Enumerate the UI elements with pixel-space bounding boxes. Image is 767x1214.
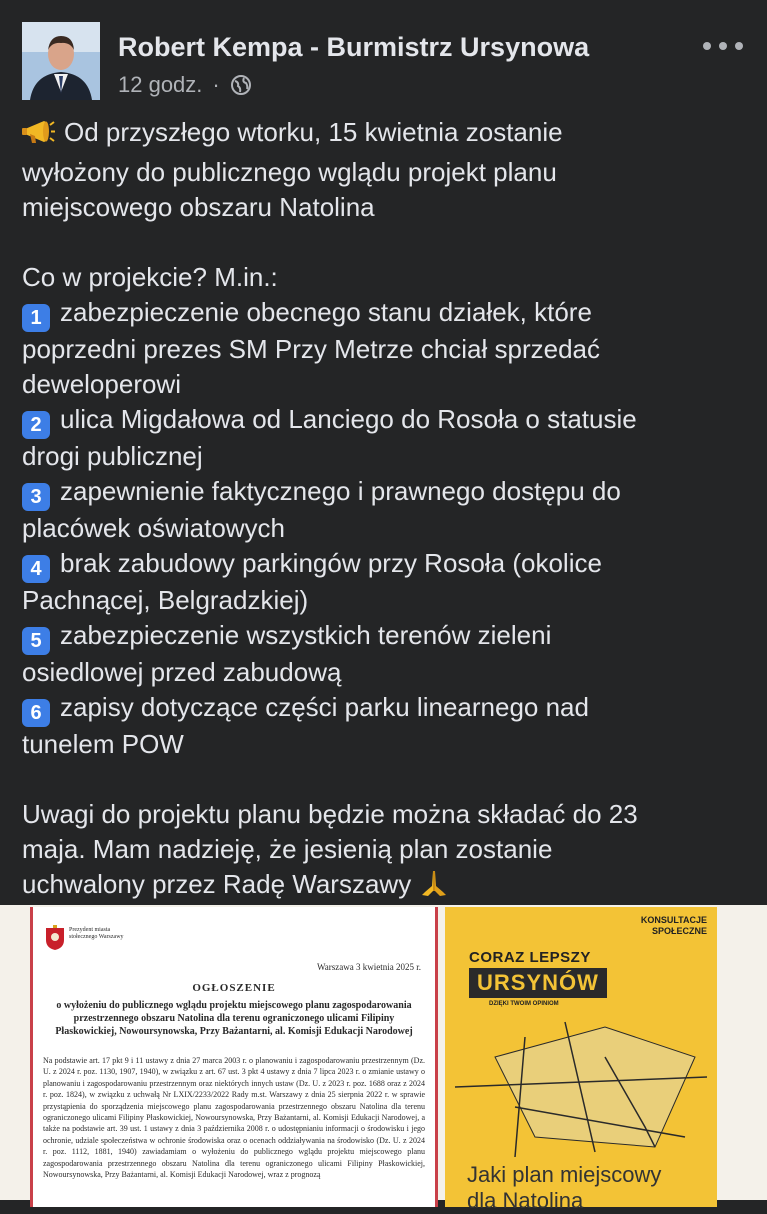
item-line: drogi publicznej xyxy=(22,441,203,471)
item-line: Pachnącej, Belgradzkiej) xyxy=(22,585,309,615)
item-line: deweloperowi xyxy=(22,369,181,399)
list-item xyxy=(22,295,752,332)
item-line: osiedlowej przed zabudową xyxy=(22,657,342,687)
more-icon[interactable] xyxy=(703,34,743,58)
item-line: zabezpieczenie obecnego stanu działek, które xyxy=(60,297,592,327)
doc-date: Warszawa 3 kwietnia 2025 r. xyxy=(317,962,421,972)
blank-line xyxy=(22,225,752,260)
item-line: zabezpieczenie wszystkich terenów zieleni xyxy=(60,620,552,650)
globe-icon xyxy=(230,74,252,96)
item-line: brak zabudowy parkingów przy Rosoła (okolice xyxy=(60,548,602,578)
list-item xyxy=(22,546,752,583)
intro-line: wyłożony do publicznego wglądu projekt planu xyxy=(22,157,557,187)
post-meta xyxy=(118,72,252,98)
outro-text: uchwalony przez Radę Warszawy xyxy=(22,869,412,899)
item-line: ulica Migdałowa od Lanciego do Rosoła o statusie xyxy=(60,404,637,434)
meta-separator: · xyxy=(212,72,220,97)
outro-line xyxy=(22,867,752,907)
avatar-photo xyxy=(22,22,100,100)
district-map-icon xyxy=(455,1017,707,1157)
item-line: placówek oświatowych xyxy=(22,513,286,543)
question-line: Co w projekcie? M.in.: xyxy=(22,262,278,292)
keycap-6-icon: 6 xyxy=(22,699,50,727)
list-item xyxy=(22,690,752,727)
blank-line xyxy=(22,762,752,797)
praying-hands-icon xyxy=(419,868,449,907)
intro-line: miejscowego obszaru Natolina xyxy=(22,192,375,222)
item-line: zapewnienie faktycznego i prawnego dostępu do xyxy=(60,476,621,506)
keycap-5-icon: 5 xyxy=(22,627,50,655)
item-line: poprzedni prezes SM Przy Metrze chciał sprzedać xyxy=(22,334,601,364)
doc-subtitle: o wyłożeniu do publicznego wglądu projektu miejscowego planu zagospodarowania przestrzennego obszaru Natolina dla terenu ograniczonego ulicami Filipiny Płaskowickiej, Nowoursynowska, Przy Bażantarni, al. Komisji Edukacji Narodowej xyxy=(55,1000,413,1037)
doc-body: Na podstawie art. 17 pkt 9 i 11 ustawy z dnia 27 marca 2003 r. o planowaniu i zagospodarowaniu przestrzennym (Dz. U. z 2024 r. poz. 1130, 1907, 1940), w związku z art. 67 ust. 3 pkt 4 ustawy z dnia 7 lipca 2023 r. o zmianie ustawy o planowaniu i zagospodarowaniu przestrzennym oraz niektórych innych ustaw (Dz. U. z 2023 r. poz. 1688 oraz z 2024 r. poz. 1824), w związku z uchwałą Nr LXIX/2233/2022 Rady m.st. Warszawy z dnia 25 sierpnia 2022 r. w sprawie przystąpienia do sporządzenia miejscowego planu zagospodarowania przestrzennego obszaru Natolina dla terenu ograniczonego ulicami Filipiny Płaskowickiej, Nowoursynowska, Przy Bażantarni, al. Komisji Edukacji Narodowej, a także na podstawie art. 39 ust. 1 ustawy z dnia 3 października 2008 r. o udostępnianiu informacji o środowisku i jego ochronie, udziale społeczeństwa w ochronie środowiska oraz o ocenach oddziaływania na środowisko (Dz. U. z 2024 r. poz. 1112, 1881, 1940) zawiadamiam o wyłożeniu do publicznego wglądu projektu miejscowego planu zagospodarowania przestrzennego obszaru Natolina dla terenu ograniczonego ulicami Filipiny Płaskowickiej, Nowoursynowska, Przy Bażantarni, al. Komisji Edukacji Narodowej, wraz z prognozą xyxy=(43,1056,425,1180)
announcement-document xyxy=(30,907,438,1207)
author-name[interactable]: Robert Kempa - Burmistrz Ursynowa xyxy=(118,32,590,62)
consultation-flyer xyxy=(445,907,717,1213)
doc-office: Prezydent miasta stołecznego Warszawy xyxy=(69,927,124,940)
flyer-consult: KONSULTACJE SPOŁECZNE xyxy=(640,915,707,936)
outro-line: Uwagi do projektu planu będzie można składać do 23 xyxy=(22,799,638,829)
more-dot xyxy=(719,42,727,50)
list-item xyxy=(22,474,752,511)
megaphone-icon xyxy=(22,118,56,155)
more-dot xyxy=(735,42,743,50)
outro-line: maja. Mam nadzieję, że jesienią plan zostanie xyxy=(22,834,553,864)
list-item xyxy=(22,402,752,439)
post-body xyxy=(22,115,752,907)
keycap-2-icon: 2 xyxy=(22,411,50,439)
post-header xyxy=(22,22,747,102)
avatar[interactable] xyxy=(22,22,100,100)
flyer-dzieki: DZIĘKI TWOIM OPINIOM xyxy=(489,1001,559,1007)
list-item xyxy=(22,618,752,655)
flyer-ursynow: URSYNÓW xyxy=(469,968,607,998)
post-time[interactable]: 12 godz. xyxy=(118,72,203,97)
text-line xyxy=(22,115,752,155)
flyer-question: Jaki plan miejscowy xyxy=(467,1162,662,1187)
flyer-question-2: dla Natolina xyxy=(467,1188,584,1213)
intro-line: Od przyszłego wtorku, 15 kwietnia zostanie xyxy=(64,117,563,147)
keycap-3-icon: 3 xyxy=(22,483,50,511)
keycap-1-icon: 1 xyxy=(22,304,50,332)
flyer-coraz: CORAZ LEPSZY xyxy=(469,949,591,966)
keycap-4-icon: 4 xyxy=(22,555,50,583)
more-dot xyxy=(703,42,711,50)
item-line: tunelem POW xyxy=(22,729,184,759)
item-line: zapisy dotyczące części parku linearnego nad xyxy=(60,692,589,722)
doc-title: OGŁOSZENIE xyxy=(192,982,276,994)
post-photo[interactable] xyxy=(0,905,767,1213)
warsaw-crest-icon xyxy=(45,925,65,951)
